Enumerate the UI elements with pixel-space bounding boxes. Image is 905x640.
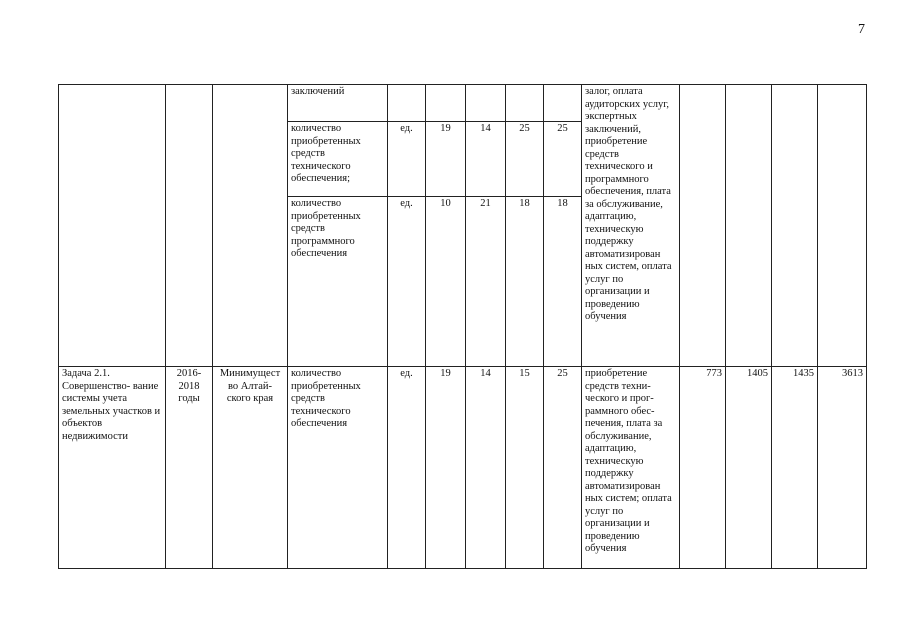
unit-cell: ед.	[388, 197, 426, 367]
executor-cell	[213, 85, 288, 367]
period-cell	[166, 85, 213, 367]
value-cell: 10	[426, 197, 466, 367]
value-cell	[466, 85, 506, 122]
indicator-name-cell: количество приобретенных средств технического обеспечения	[288, 367, 388, 569]
finance-cell	[680, 85, 726, 367]
value-cell	[544, 85, 582, 122]
value-cell: 14	[466, 367, 506, 569]
finance-cell: 773	[680, 367, 726, 569]
value-cell: 18	[544, 197, 582, 367]
unit-cell	[388, 85, 426, 122]
value-cell: 15	[506, 367, 544, 569]
page-number: 7	[858, 22, 865, 37]
value-cell: 19	[426, 122, 466, 197]
value-cell: 14	[466, 122, 506, 197]
finance-cell	[772, 85, 818, 367]
indicator-name-cell: количество приобретенных средств программного обеспечения	[288, 197, 388, 367]
finance-cell: 1435	[772, 367, 818, 569]
value-cell	[426, 85, 466, 122]
activities-cell: приобретение средств техни- ческого и прог- раммного обес- печения, плата за обслуживание, адаптацию, техническую поддержку автоматизирован ных систем; оплата услуг по организации и проведению обучения	[582, 367, 680, 569]
table-row	[59, 367, 867, 569]
task-name-cell: Задача 2.1. Совершенство- вание системы учета земельных участков и объектов недвижимости	[59, 367, 166, 569]
value-cell: 25	[506, 122, 544, 197]
task-name-cell	[59, 85, 166, 367]
indicator-name-cell: заключений	[288, 85, 388, 122]
period-cell: 2016- 2018 годы	[166, 367, 213, 569]
finance-cell: 1405	[726, 367, 772, 569]
value-cell: 25	[544, 122, 582, 197]
finance-cell: 3613	[818, 367, 867, 569]
unit-cell: ед.	[388, 367, 426, 569]
value-cell: 18	[506, 197, 544, 367]
value-cell: 19	[426, 367, 466, 569]
value-cell: 25	[544, 367, 582, 569]
table-row	[59, 85, 867, 122]
finance-cell	[818, 85, 867, 367]
executor-cell: Минимущест во Алтай- ского края	[213, 367, 288, 569]
activities-cell: залог, оплата аудиторских услуг, экспертных заключений, приобретение средств технического и программного обеспечения, плата за обслуживание, адаптацию, техническую поддержку автоматизирован ных систем, оплата услуг по организации и проведению обучения	[582, 85, 680, 367]
unit-cell: ед.	[388, 122, 426, 197]
indicator-name-cell: количество приобретенных средств технического обеспечения;	[288, 122, 388, 197]
value-cell	[506, 85, 544, 122]
program-table	[58, 84, 867, 569]
finance-cell	[726, 85, 772, 367]
value-cell: 21	[466, 197, 506, 367]
